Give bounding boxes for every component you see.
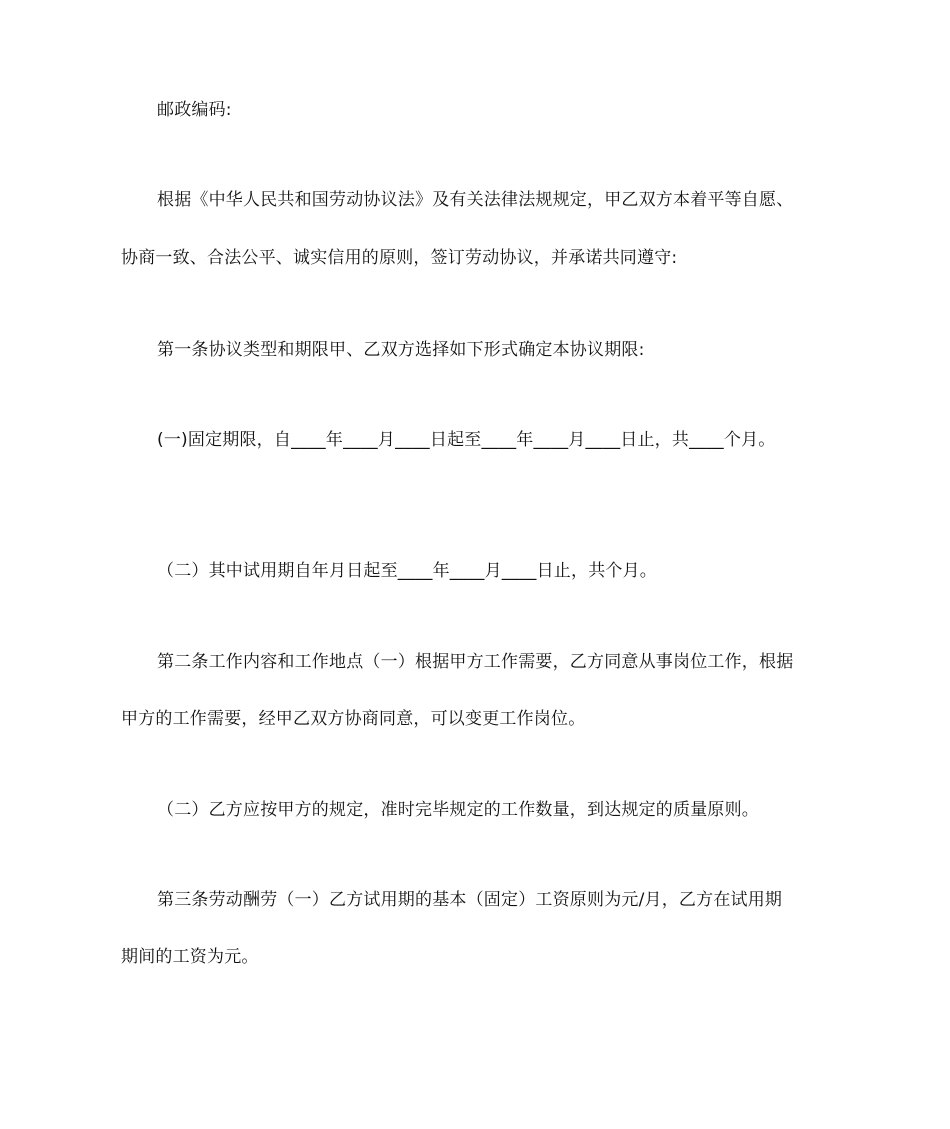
article-1-heading: 第一条协议类型和期限甲、乙双方选择如下形式确定本协议期限: — [157, 340, 645, 360]
article-2-item-2: （二）乙方应按甲方的规定，准时完毕规定的工作数量，到达规定的质量原则。 — [157, 800, 759, 820]
article-3-line-1: 第三条劳动酬劳（一）乙方试用期的基本（固定）工资原则为元/月，乙方在试用期 — [157, 890, 783, 910]
paragraph-preamble-line-1: 根据《中华人民共和国劳动协议法》及有关法律法规规定，甲乙双方本着平等自愿、 — [157, 190, 794, 210]
article-2-line-2: 甲方的工作需要，经甲乙双方协商同意，可以变更工作岗位。 — [121, 709, 586, 729]
article-1-probation: （二）其中试用期自年月日起至____年____月____日止，共个月。 — [157, 561, 657, 581]
article-2-line-1: 第二条工作内容和工作地点（一）根据甲方工作需要，乙方同意从事岗位工作，根据 — [157, 652, 794, 672]
paragraph-preamble-line-2: 协商一致、合法公平、诚实信用的原则，签订劳动协议，并承诺共同遵守: — [121, 248, 678, 268]
article-1-fixed-term: (一)固定期限，自____年____月____日起至____年____月____日止，共____个月。 — [157, 430, 776, 450]
postal-code-label: 邮政编码: — [157, 100, 232, 120]
article-3-line-2: 期间的工资为元。 — [121, 947, 259, 967]
